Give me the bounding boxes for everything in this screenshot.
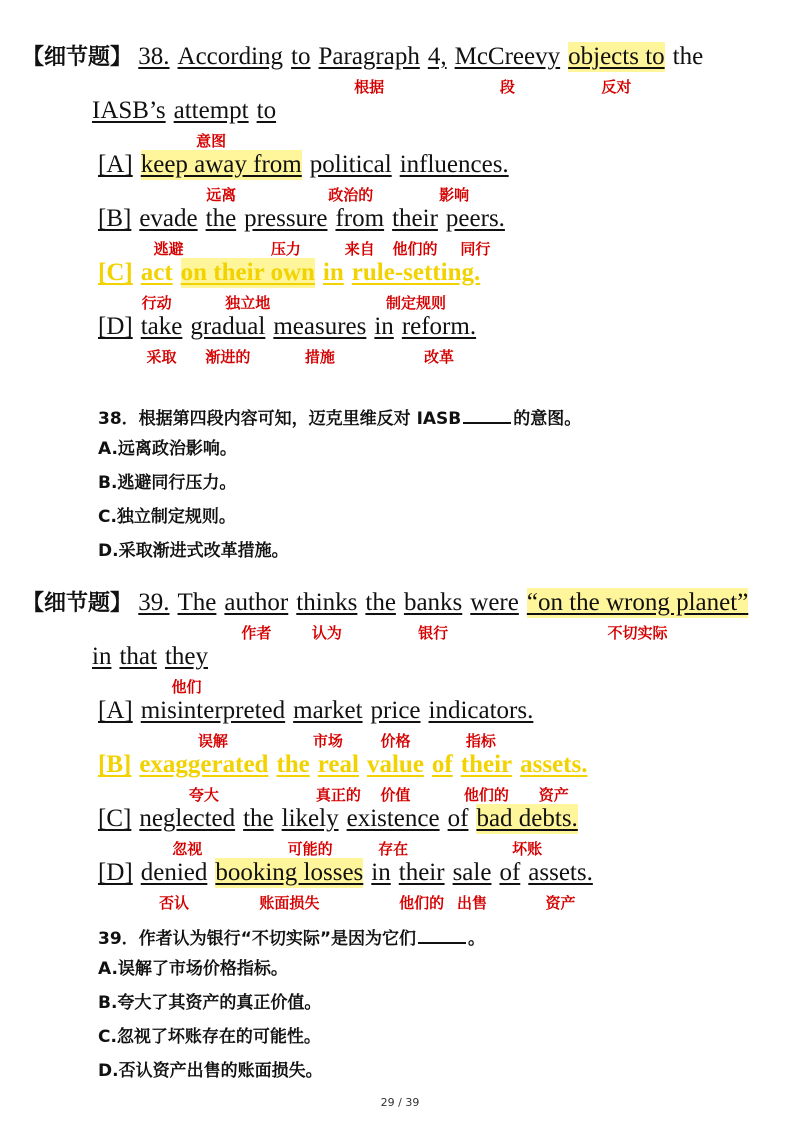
- gloss-annotation: 可能的: [287, 840, 333, 858]
- word: [528, 858, 593, 912]
- word: [366, 750, 424, 804]
- q38-tag: 【细节题】: [22, 45, 133, 70]
- word: [98, 696, 133, 726]
- gloss-annotation: 市场: [312, 732, 343, 750]
- word: [92, 96, 166, 126]
- q39-cn-option-d: D.否认资产出售的账面损失。: [98, 1061, 323, 1081]
- word: [92, 642, 111, 672]
- gloss-annotation: 压力: [270, 240, 301, 258]
- gloss-annotation: 他们的: [399, 894, 445, 912]
- word: [346, 804, 440, 858]
- word-text: in: [322, 259, 344, 286]
- word-text: [B]: [98, 751, 132, 778]
- word-text: in: [374, 313, 394, 340]
- q38-option-a: [98, 150, 517, 204]
- word-text: measures: [273, 313, 367, 340]
- word-text: 38.: [138, 43, 170, 70]
- word-text: market: [293, 697, 363, 724]
- word-text: in: [92, 643, 112, 670]
- word: [526, 588, 749, 642]
- gloss-annotation: 忽视: [172, 840, 203, 858]
- word: [273, 312, 367, 366]
- word: [315, 750, 361, 804]
- word-text: attempt: [173, 97, 249, 124]
- word-text: gradual: [190, 313, 266, 340]
- word: [470, 588, 519, 618]
- word: [499, 858, 520, 888]
- word-text: [A]: [98, 697, 133, 724]
- word: [276, 750, 309, 780]
- word: [140, 696, 286, 750]
- word: [164, 642, 208, 696]
- word-text: thinks: [296, 589, 358, 616]
- word: [452, 858, 492, 912]
- word: [428, 696, 534, 750]
- q38-option-c: [98, 258, 488, 312]
- word: [296, 588, 358, 642]
- gloss-annotation: 同行: [460, 240, 491, 258]
- gloss-annotation: 政治的: [328, 186, 374, 204]
- word-text: According: [177, 43, 284, 70]
- word-text: political: [309, 151, 392, 178]
- word-text: [B]: [98, 205, 132, 232]
- word: [370, 696, 421, 750]
- word-text: indicators.: [428, 697, 534, 724]
- word: [224, 588, 289, 642]
- word-text: 4,: [427, 43, 447, 70]
- q39-cn-question-text: 39．作者认为银行“不切实际”是因为它们: [98, 929, 417, 949]
- word-text: of: [447, 805, 469, 832]
- word: [98, 258, 133, 288]
- word: [476, 804, 578, 858]
- gloss-annotation: 渐进的: [205, 348, 251, 366]
- word-text: The: [177, 589, 217, 616]
- gloss-annotation: 不切实际: [607, 624, 668, 642]
- word-text: to: [291, 43, 311, 70]
- gloss-annotation: 指标: [465, 732, 496, 750]
- word: [139, 750, 269, 804]
- gloss-annotation: 真正的: [315, 786, 361, 804]
- word: [445, 204, 505, 258]
- word-text: the: [672, 43, 704, 70]
- answer-blank: [463, 404, 511, 424]
- word: [401, 312, 477, 366]
- word-text: keep away from: [140, 151, 302, 178]
- gloss-annotation: 行动: [141, 294, 172, 312]
- word-text: to: [256, 97, 277, 124]
- word-text: evade: [139, 205, 198, 232]
- q38-cn-option-d: D.采取渐进式改革措施。: [98, 541, 289, 561]
- word: [291, 42, 310, 72]
- q38-cn-option-c: C.独立制定规则。: [98, 507, 236, 527]
- word-text: Paragraph: [318, 43, 420, 70]
- word: [335, 204, 385, 258]
- word-text: sale: [452, 859, 492, 886]
- word-text: reform.: [401, 313, 477, 340]
- q38-cn-question-text: 38．根据第四段内容可知，迈克里维反对 IASB: [98, 409, 462, 429]
- gloss-annotation: 他们: [171, 678, 202, 696]
- gloss-annotation: 根据: [354, 78, 385, 96]
- q39-option-d: [98, 858, 601, 912]
- word: [398, 858, 445, 912]
- gloss-annotation: 作者: [241, 624, 272, 642]
- word-text: IASB’s: [92, 97, 166, 124]
- q39-stem-words: [138, 589, 756, 642]
- word: [568, 42, 665, 96]
- word: [673, 42, 704, 72]
- word: [138, 42, 169, 72]
- word-text: the: [243, 805, 274, 832]
- word-text: assets.: [528, 859, 593, 886]
- word: [140, 258, 173, 312]
- word-text: act: [140, 259, 173, 286]
- word-text: they: [164, 643, 208, 670]
- q38-cn-option-a: A.远离政治影响。: [98, 439, 237, 459]
- word-text: rule-setting.: [351, 259, 481, 286]
- word: [119, 642, 157, 672]
- word: [448, 804, 469, 834]
- word-text: their: [392, 205, 438, 232]
- word: [178, 588, 217, 618]
- q38-option-d: [98, 312, 484, 366]
- word-text: banks: [403, 589, 463, 616]
- q39-option-c: [98, 804, 586, 858]
- gloss-annotation: 采取: [146, 348, 177, 366]
- word-text: existence: [346, 805, 440, 832]
- gloss-annotation: 价值: [380, 786, 411, 804]
- gloss-annotation: 资产: [538, 786, 569, 804]
- word-text: that: [119, 643, 157, 670]
- word-text: their: [460, 751, 513, 778]
- gloss-annotation: 制定规则: [385, 294, 447, 312]
- q39-stem-line2: [92, 642, 216, 696]
- word-text: were: [470, 589, 519, 616]
- word: [140, 150, 302, 204]
- word: [139, 204, 198, 258]
- word-text: price: [370, 697, 421, 724]
- q39-cn-option-c: C.忽视了坏账存在的可能性。: [98, 1027, 321, 1047]
- word-text: McCreevy: [454, 43, 561, 70]
- q39-cn-option-a: A.误解了市场价格指标。: [98, 959, 288, 979]
- gloss-annotation: 银行: [418, 624, 449, 642]
- word-text: [C]: [98, 805, 132, 832]
- word: [392, 204, 438, 258]
- word-text: on their own: [180, 259, 315, 286]
- q38-stem-line2: [92, 96, 284, 150]
- q39-tag: 【细节题】: [22, 591, 133, 616]
- word-text: value: [366, 751, 424, 778]
- gloss-annotation: 价格: [380, 732, 411, 750]
- word-text: [C]: [98, 259, 133, 286]
- gloss-annotation: 意图: [196, 132, 227, 150]
- q39-stem-line1: [22, 588, 756, 642]
- q38-cn-option-b: B.逃避同行压力。: [98, 473, 237, 493]
- word: [403, 588, 463, 642]
- word: [139, 804, 236, 858]
- gloss-annotation: 改革: [423, 348, 454, 366]
- word: [428, 42, 447, 72]
- word: [318, 42, 420, 96]
- word-text: assets.: [520, 751, 588, 778]
- gloss-annotation: 他们的: [463, 786, 509, 804]
- word: [257, 96, 276, 126]
- word-text: the: [205, 205, 237, 232]
- gloss-annotation: 反对: [601, 78, 632, 96]
- word: [460, 750, 513, 804]
- word-text: the: [276, 751, 310, 778]
- word-text: peers.: [445, 205, 505, 232]
- word: [138, 588, 169, 618]
- word-text: [D]: [98, 313, 133, 340]
- word: [215, 858, 364, 912]
- word-text: of: [499, 859, 521, 886]
- gloss-annotation: 独立地: [225, 294, 271, 312]
- word: [432, 750, 453, 780]
- word-text: author: [224, 589, 289, 616]
- q38-cn-question-tail: 的意图。: [513, 409, 582, 429]
- gloss-annotation: 夸大: [188, 786, 219, 804]
- word: [365, 588, 396, 618]
- word: [98, 312, 133, 342]
- q38-stem-words: [138, 43, 711, 96]
- q39-option-b: [98, 750, 595, 804]
- word-text: influences.: [399, 151, 509, 178]
- q39-cn-question: [98, 924, 485, 950]
- gloss-annotation: 账面损失: [259, 894, 320, 912]
- gloss-annotation: 他们的: [392, 240, 438, 258]
- word: [323, 258, 344, 288]
- q38-stem-line1: [22, 42, 711, 96]
- q39-cn-question-tail: 。: [468, 929, 486, 949]
- word-text: [D]: [98, 859, 133, 886]
- word: [98, 750, 131, 780]
- word: [98, 204, 131, 234]
- gloss-annotation: 坏账: [512, 840, 543, 858]
- word-text: misinterpreted: [140, 697, 286, 724]
- word: [399, 150, 509, 204]
- word-text: the: [365, 589, 396, 616]
- word: [180, 258, 315, 312]
- q38-cn-question: [98, 404, 581, 430]
- word-text: denied: [140, 859, 208, 886]
- word-text: real: [317, 751, 359, 778]
- word-text: take: [140, 313, 183, 340]
- gloss-annotation: 认为: [311, 624, 342, 642]
- word: [178, 42, 284, 72]
- gloss-annotation: 存在: [378, 840, 409, 858]
- word: [293, 696, 363, 750]
- word: [244, 204, 328, 258]
- gloss-annotation: 否认: [159, 894, 190, 912]
- word: [281, 804, 339, 858]
- word-text: 39.: [138, 589, 170, 616]
- word-text: objects to: [568, 43, 665, 70]
- word-text: [A]: [98, 151, 133, 178]
- gloss-annotation: 误解: [197, 732, 228, 750]
- gloss-annotation: 来自: [344, 240, 375, 258]
- word: [98, 858, 133, 888]
- word: [520, 750, 588, 804]
- word: [98, 804, 131, 834]
- word: [190, 312, 266, 366]
- word-text: in: [371, 859, 391, 886]
- word-text: booking losses: [215, 859, 364, 886]
- q39-option-a: [98, 696, 541, 750]
- gloss-annotation: 资产: [545, 894, 576, 912]
- word: [243, 804, 274, 834]
- word: [98, 150, 133, 180]
- q39-cn-option-b: B.夸大了其资产的真正价值。: [98, 993, 322, 1013]
- word-text: from: [335, 205, 385, 232]
- word: [206, 204, 237, 234]
- gloss-annotation: 影响: [439, 186, 470, 204]
- word: [173, 96, 249, 150]
- word: [374, 312, 393, 342]
- word-text: bad debts.: [476, 805, 578, 832]
- gloss-annotation: 措施: [304, 348, 335, 366]
- word: [371, 858, 390, 888]
- word: [140, 312, 183, 366]
- gloss-annotation: 远离: [206, 186, 237, 204]
- word: [351, 258, 481, 312]
- word-text: their: [398, 859, 445, 886]
- gloss-annotation: 段: [499, 78, 515, 96]
- word: [309, 150, 392, 204]
- word-text: pressure: [244, 205, 328, 232]
- gloss-annotation: 逃避: [153, 240, 184, 258]
- answer-blank: [418, 924, 466, 944]
- word-text: neglected: [139, 805, 236, 832]
- word: [454, 42, 561, 96]
- word-text: “on the wrong planet”: [526, 589, 749, 616]
- page-number: 29 / 39: [380, 1096, 420, 1109]
- q38-option-b: [98, 204, 513, 258]
- word-text: of: [431, 751, 453, 778]
- gloss-annotation: 出售: [457, 894, 488, 912]
- word-text: likely: [281, 805, 339, 832]
- word: [140, 858, 208, 912]
- word-text: exaggerated: [139, 751, 269, 778]
